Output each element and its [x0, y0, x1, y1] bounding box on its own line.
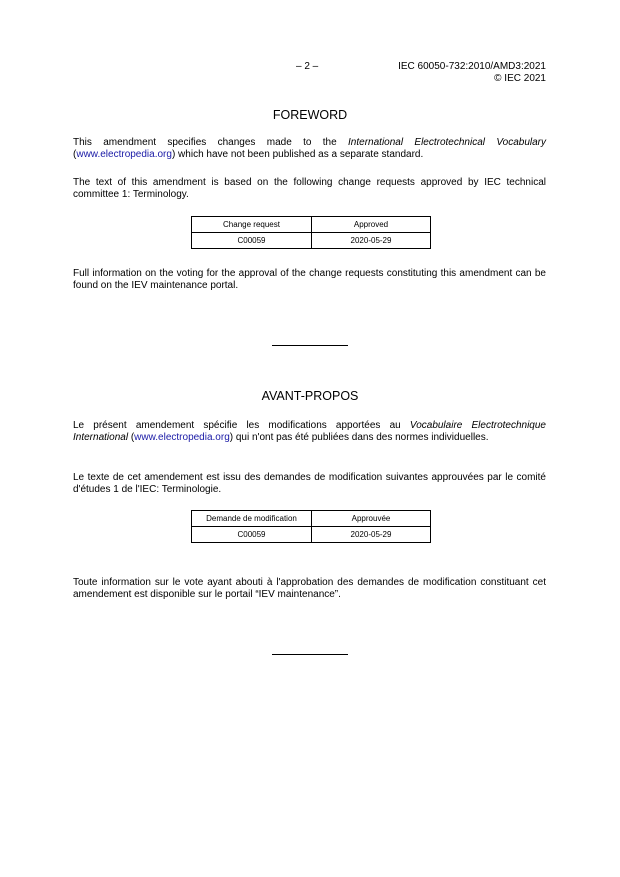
foreword-paragraph-2: The text of this amendment is based on the following change requests approved by IEC technical committee 1: Terminology. [73, 177, 546, 201]
avant-propos-paragraph-2: Le texte de cet amendement est issu des demandes de modification suivantes approuvées par le comité d'études 1 de l'IEC: Terminologie. [73, 472, 546, 496]
foreword-p1-text-2: ( [73, 149, 77, 161]
table-row [192, 527, 431, 543]
document-header [398, 61, 546, 85]
change-request-table [191, 216, 431, 249]
electropedia-link[interactable]: www.electropedia.org [134, 432, 230, 444]
avant-propos-paragraph-1 [73, 420, 546, 445]
foreword-paragraph-1 [73, 137, 546, 162]
foreword-p1-text: This amendment specifies changes made to the [73, 137, 349, 148]
electropedia-link[interactable]: www.electropedia.org [76, 149, 172, 161]
foreword-p1-text-3: ) which have not been published as a separate standard. [171, 149, 424, 161]
table-header-cell: Approuvée [312, 511, 431, 527]
table-header-cell: Demande de modification [192, 511, 312, 527]
avant-propos-p1-emphasis: Vocabulaire Electrotechnique International [73, 420, 546, 444]
table-header-cell: Approved [312, 217, 431, 233]
table-header-row [192, 511, 431, 527]
table-header-cell: Change request [192, 217, 312, 233]
avant-propos-p1-text: Le présent amendement spécifie les modifications apportées au [73, 420, 410, 431]
avant-propos-paragraph-3: Toute information sur le vote ayant abouti à l'approbation des demandes de modification constituant cet amendement est disponible sur le portail “IEV maintenance”. [73, 577, 546, 601]
avant-propos-title: AVANT-PROPOS [261, 389, 359, 403]
table-row [192, 233, 431, 249]
table-cell: C00059 [192, 527, 312, 543]
section-divider [272, 654, 348, 655]
avant-propos-p1-text-3: ) qui n'ont pas été publiées dans des normes individuelles. [229, 432, 489, 444]
foreword-paragraph-3: Full information on the voting for the approval of the change requests constituting this amendment can be found on the IEV maintenance portal. [73, 268, 546, 292]
table-cell: 2020-05-29 [312, 527, 431, 543]
demande-modification-table [191, 510, 431, 543]
table-cell: C00059 [192, 233, 312, 249]
foreword-p1-emphasis: International Electrotechnical Vocabulary [348, 137, 546, 148]
section-divider [272, 345, 348, 346]
foreword-title: FOREWORD [272, 108, 348, 122]
document-id: IEC 60050-732:2010/AMD3:2021 [398, 61, 546, 72]
table-header-row [192, 217, 431, 233]
table-cell: 2020-05-29 [312, 233, 431, 249]
page-number: – 2 – [296, 61, 319, 72]
avant-propos-p1-text-2: ( [128, 432, 135, 444]
copyright-notice: © IEC 2021 [494, 73, 546, 84]
